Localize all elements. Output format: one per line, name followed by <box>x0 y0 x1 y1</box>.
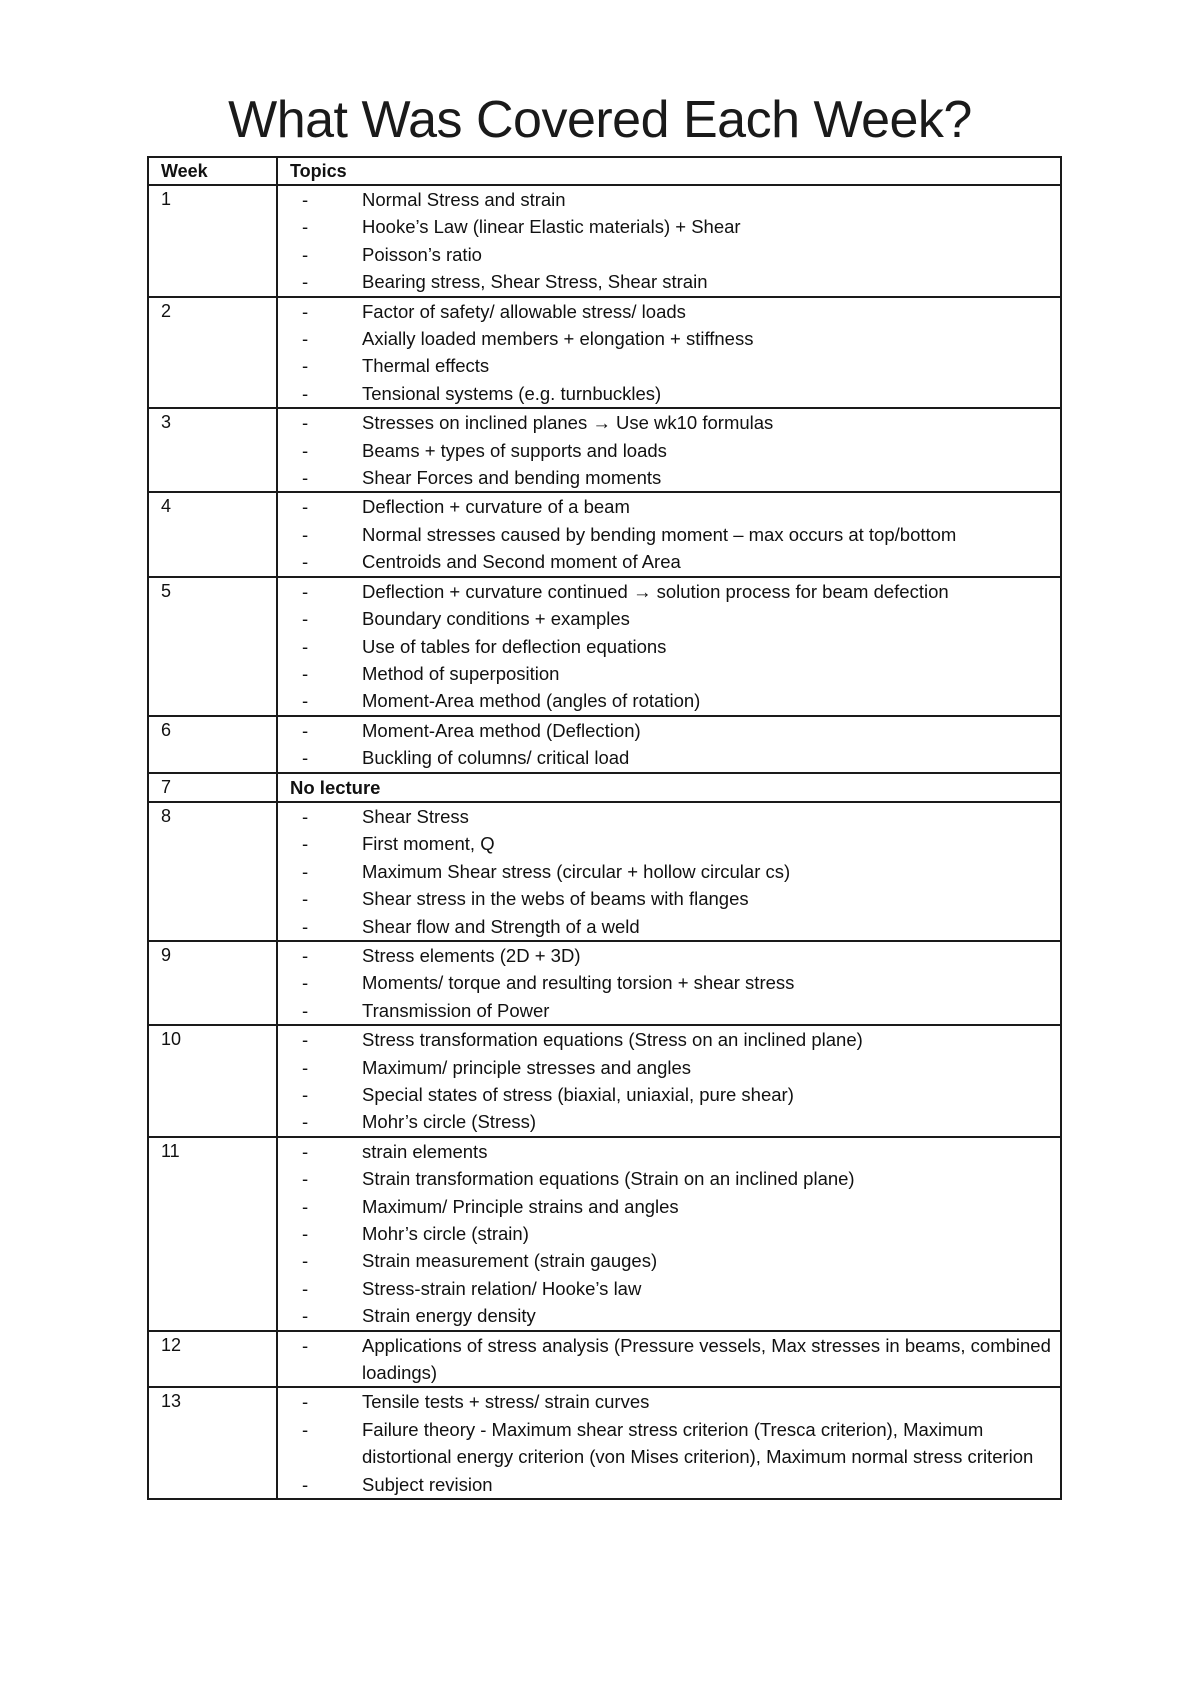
bullet-dash: - <box>302 1168 309 1190</box>
topic-text: Factor of safety/ allowable stress/ loads <box>362 300 686 322</box>
weekly-topics-table <box>147 156 1062 1500</box>
bullet-dash: - <box>302 747 309 769</box>
topic-text: Special states of stress (biaxial, uniaxial, pure shear) <box>362 1084 794 1105</box>
bullet-dash: - <box>302 439 309 461</box>
list-item <box>290 325 1054 352</box>
topics-cell <box>277 1137 1061 1331</box>
topic-text: Stress transformation equations (Stress on an inclined plane) <box>362 1029 863 1051</box>
topic-text: Tensile tests + stress/ strain curves <box>362 1391 650 1413</box>
topic-text: Beams + types of supports and loads <box>362 439 667 461</box>
table-row <box>148 716 1061 773</box>
table-row <box>148 941 1061 1025</box>
bullet-dash: - <box>302 496 309 518</box>
table-row <box>148 773 1061 802</box>
topics-cell <box>277 716 1061 773</box>
topic-text: Shear stress in the webs of beams with flanges <box>362 888 749 910</box>
topic-text: Maximum Shear stress (circular + hollow circular cs) <box>362 860 791 882</box>
list-item <box>290 1302 1054 1329</box>
topic-text: Maximum/ Principle strains and angles <box>362 1195 679 1217</box>
list-item <box>290 380 1054 407</box>
list-item <box>290 858 1054 885</box>
topic-list <box>290 493 1054 575</box>
list-item <box>290 1332 1054 1387</box>
table-row <box>148 1137 1061 1331</box>
topic-text: Moment-Area method (angles of rotation) <box>362 690 701 712</box>
list-item <box>290 717 1054 744</box>
bullet-dash: - <box>302 1277 309 1299</box>
bullet-dash: - <box>302 888 309 910</box>
week-number: 3 <box>148 408 277 492</box>
week-number: 9 <box>148 941 277 1025</box>
list-item <box>290 687 1054 714</box>
topic-text: Normal Stress and strain <box>362 189 566 210</box>
bullet-dash: - <box>302 1140 309 1162</box>
topic-text: Tensional systems (e.g. turnbuckles) <box>362 382 662 404</box>
topics-cell <box>277 773 1061 802</box>
week-number: 5 <box>148 577 277 716</box>
topic-text: Boundary conditions + examples <box>362 608 630 630</box>
list-item <box>290 1247 1054 1274</box>
list-item <box>290 942 1054 969</box>
list-item <box>290 1416 1054 1471</box>
list-item <box>290 969 1054 996</box>
list-item <box>290 1054 1054 1081</box>
list-item <box>290 830 1054 857</box>
list-item <box>290 186 1054 213</box>
topic-list <box>290 803 1054 940</box>
topic-text: Stresses on inclined planes → Use wk10 formulas <box>362 412 774 434</box>
week-number: 13 <box>148 1387 277 1499</box>
table-row <box>148 1331 1061 1388</box>
table-row <box>148 492 1061 576</box>
bullet-dash: - <box>302 189 309 210</box>
topic-text: Strain measurement (strain gauges) <box>362 1250 658 1272</box>
week-number: 11 <box>148 1137 277 1331</box>
bullet-dash: - <box>302 551 309 573</box>
list-item <box>290 548 1054 575</box>
topics-cell <box>277 185 1061 297</box>
topics-cell <box>277 802 1061 941</box>
bullet-dash: - <box>302 355 309 377</box>
list-item <box>290 913 1054 940</box>
week-number: 4 <box>148 492 277 576</box>
list-item <box>290 1471 1054 1498</box>
list-item <box>290 660 1054 687</box>
list-item <box>290 997 1054 1024</box>
bullet-dash: - <box>302 1418 309 1440</box>
topic-list <box>290 1388 1054 1498</box>
bullet-dash: - <box>302 300 309 322</box>
table-body <box>148 185 1061 1499</box>
topic-text: Axially loaded members + elongation + stiffness <box>362 328 754 350</box>
list-item <box>290 521 1054 548</box>
no-lecture-note: No lecture <box>290 776 381 798</box>
bullet-dash: - <box>302 833 309 855</box>
bullet-dash: - <box>302 467 309 489</box>
list-item <box>290 605 1054 632</box>
bullet-dash: - <box>302 944 309 966</box>
topic-text: Method of superposition <box>362 662 560 684</box>
bullet-dash: - <box>302 999 309 1021</box>
bullet-dash: - <box>302 1305 309 1327</box>
topic-list <box>290 717 1054 772</box>
bullet-dash: - <box>302 972 309 994</box>
bullet-dash: - <box>302 805 309 827</box>
topic-text: Transmission of Power <box>362 999 550 1021</box>
table-row <box>148 297 1061 409</box>
table-row <box>148 577 1061 716</box>
topic-list <box>290 1138 1054 1330</box>
topic-text: Normal stresses caused by bending moment – max occurs at top/bottom <box>362 523 957 545</box>
topic-list <box>290 186 1054 296</box>
week-number: 12 <box>148 1331 277 1388</box>
topic-text: Shear Forces and bending moments <box>362 467 662 489</box>
topic-text: Deflection + curvature continued → solution process for beam defection <box>362 580 949 602</box>
bullet-dash: - <box>302 1473 309 1495</box>
bullet-dash: - <box>302 243 309 265</box>
topics-cell <box>277 1025 1061 1137</box>
list-item <box>290 1108 1054 1135</box>
topic-text: Stress-strain relation/ Hooke’s law <box>362 1277 642 1299</box>
list-item <box>290 241 1054 268</box>
topic-text: Moments/ torque and resulting torsion + shear stress <box>362 972 795 994</box>
list-item <box>290 578 1054 605</box>
bullet-dash: - <box>302 1111 309 1133</box>
topic-text: Strain energy density <box>362 1305 536 1327</box>
topic-list <box>290 409 1054 491</box>
topic-text: Mohr’s circle (strain) <box>362 1223 529 1245</box>
topic-list <box>290 1026 1054 1136</box>
list-item <box>290 352 1054 379</box>
list-item <box>290 464 1054 491</box>
topics-column-header: Topics <box>277 157 1061 185</box>
list-item <box>290 1275 1054 1302</box>
week-number: 8 <box>148 802 277 941</box>
topic-text: Buckling of columns/ critical load <box>362 747 630 769</box>
bullet-dash: - <box>302 915 309 937</box>
week-number: 1 <box>148 185 277 297</box>
week-column-header: Week <box>148 157 277 185</box>
bullet-dash: - <box>302 1223 309 1245</box>
list-item <box>290 1193 1054 1220</box>
list-item <box>290 1026 1054 1053</box>
bullet-dash: - <box>302 1056 309 1078</box>
topics-cell <box>277 941 1061 1025</box>
topic-text: Strain transformation equations (Strain on an inclined plane) <box>362 1168 855 1190</box>
list-item <box>290 885 1054 912</box>
topic-text: First moment, Q <box>362 833 495 855</box>
list-item <box>290 633 1054 660</box>
bullet-dash: - <box>302 328 309 350</box>
topic-list <box>290 942 1054 1024</box>
list-item <box>290 1220 1054 1247</box>
week-number: 6 <box>148 716 277 773</box>
topic-text: Stress elements (2D + 3D) <box>362 944 581 966</box>
week-number: 7 <box>148 773 277 802</box>
bullet-dash: - <box>302 635 309 657</box>
table-header-row <box>148 157 1061 185</box>
bullet-dash: - <box>302 1195 309 1217</box>
bullet-dash: - <box>302 1029 309 1051</box>
topic-text: Bearing stress, Shear Stress, Shear strain <box>362 271 708 293</box>
bullet-dash: - <box>302 860 309 882</box>
page-title: What Was Covered Each Week? <box>228 91 972 149</box>
bullet-dash: - <box>302 1084 309 1105</box>
list-item <box>290 1388 1054 1415</box>
bullet-dash: - <box>302 271 309 293</box>
list-item <box>290 298 1054 325</box>
bullet-dash: - <box>302 719 309 741</box>
topics-cell <box>277 577 1061 716</box>
topic-text: Hooke’s Law (linear Elastic materials) + Shear <box>362 216 741 238</box>
bullet-dash: - <box>302 382 309 404</box>
topic-text: strain elements <box>362 1140 488 1162</box>
topic-list <box>290 298 1054 408</box>
bullet-dash: - <box>302 690 309 712</box>
topics-cell <box>277 1331 1061 1388</box>
table-row <box>148 802 1061 941</box>
topics-cell <box>277 408 1061 492</box>
table-row <box>148 185 1061 297</box>
topics-cell <box>277 1387 1061 1499</box>
week-number: 2 <box>148 297 277 409</box>
list-item <box>290 1165 1054 1192</box>
list-item <box>290 493 1054 520</box>
table-row <box>148 1387 1061 1499</box>
list-item <box>290 213 1054 240</box>
topic-text: Deflection + curvature of a beam <box>362 496 630 518</box>
bullet-dash: - <box>302 523 309 545</box>
bullet-dash: - <box>302 1391 309 1413</box>
week-number: 10 <box>148 1025 277 1137</box>
bullet-dash: - <box>302 1250 309 1272</box>
list-item <box>290 409 1054 436</box>
topic-text: Maximum/ principle stresses and angles <box>362 1056 692 1078</box>
bullet-dash: - <box>302 608 309 630</box>
topic-text: Centroids and Second moment of Area <box>362 551 681 573</box>
topics-cell <box>277 492 1061 576</box>
topic-list <box>290 1332 1054 1387</box>
topic-text: Poisson’s ratio <box>362 243 482 265</box>
list-item <box>290 1081 1054 1108</box>
list-item <box>290 437 1054 464</box>
topic-list <box>290 578 1054 715</box>
bullet-dash: - <box>302 580 309 602</box>
table-row <box>148 408 1061 492</box>
list-item <box>290 744 1054 771</box>
topics-cell <box>277 297 1061 409</box>
topic-text: Shear flow and Strength of a weld <box>362 915 640 937</box>
bullet-dash: - <box>302 662 309 684</box>
bullet-dash: - <box>302 1334 309 1356</box>
list-item <box>290 268 1054 295</box>
topic-text: Moment-Area method (Deflection) <box>362 719 641 741</box>
bullet-dash: - <box>302 216 309 238</box>
list-item <box>290 803 1054 830</box>
topic-text: Mohr’s circle (Stress) <box>362 1111 537 1133</box>
topic-text: Subject revision <box>362 1473 493 1495</box>
topic-text: Use of tables for deflection equations <box>362 635 667 657</box>
list-item <box>290 1138 1054 1165</box>
table-row <box>148 1025 1061 1137</box>
topic-text: Applications of stress analysis (Pressure vessels, Max stresses in beams, combined loadings) <box>362 1334 1051 1384</box>
topic-text: Failure theory - Maximum shear stress criterion (Tresca criterion), Maximum distortional energy criterion (von Mises criterion), Maximum normal stress criterion <box>362 1418 1034 1468</box>
topic-text: Thermal effects <box>362 355 490 377</box>
bullet-dash: - <box>302 412 309 434</box>
topic-text: Shear Stress <box>362 805 469 827</box>
